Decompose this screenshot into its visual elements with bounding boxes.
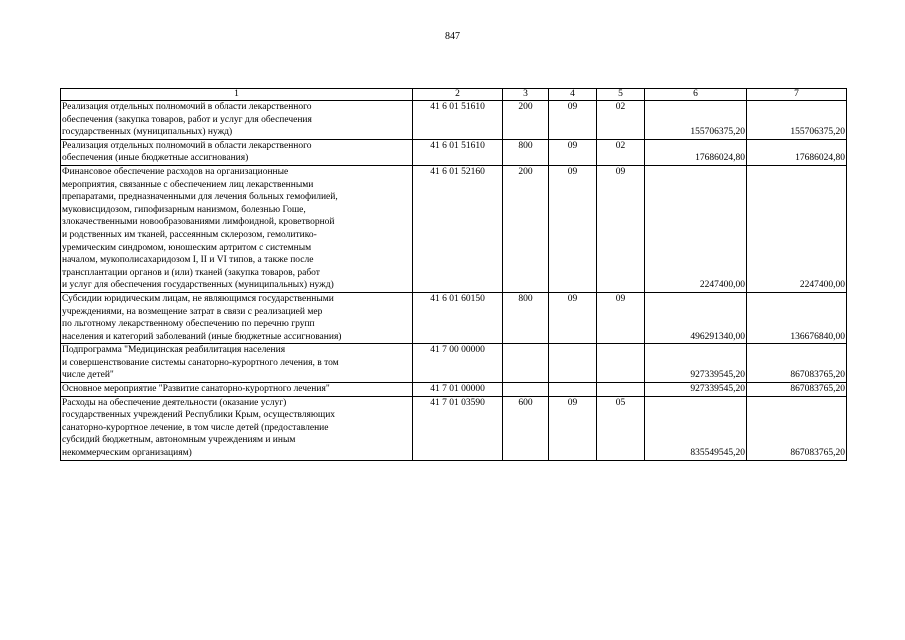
classification-code: 41 6 01 60150 [413,292,503,343]
amount-year-2: 155706375,20 [747,101,847,140]
section-code [549,383,597,397]
amount-year-2: 867083765,20 [747,396,847,460]
classification-code: 41 7 01 00000 [413,383,503,397]
expense-type [503,344,549,383]
description-line: мероприятия, связанные с обеспечением лиц лекарственными [62,179,314,190]
section-code [549,344,597,383]
classification-code: 41 6 01 51610 [413,101,503,140]
subsection-code: 02 [597,139,645,165]
amount-year-1: 496291340,00 [645,292,747,343]
table-row [61,101,847,140]
section-code: 09 [549,292,597,343]
expense-type: 600 [503,396,549,460]
description-line: санаторно-курортное лечение, в том числе детей (предоставление [62,422,329,433]
description-line: и совершенствование системы санаторно-курортного лечения, в том [62,357,339,368]
table-row [61,344,847,383]
expense-type: 200 [503,101,549,140]
amount-year-1: 927339545,20 [645,344,747,383]
row-description [61,101,413,140]
amount-year-1: 155706375,20 [645,101,747,140]
expense-type [503,383,549,397]
classification-code: 41 6 01 52160 [413,165,503,292]
table-body [61,89,847,461]
description-line: числе детей" [62,370,114,381]
description-line: субсидий бюджетным, автономным учреждениям и иным [62,435,296,446]
section-code: 09 [549,165,597,292]
description-line: и услуг для обеспечения государственных (муниципальных) нужд) [62,280,334,291]
row-description [61,396,413,460]
subsection-code [597,344,645,383]
description-line: государственных учреждений Республики Крым, осуществляющих [62,410,336,421]
section-code: 09 [549,101,597,140]
amount-year-2: 867083765,20 [747,383,847,397]
description-line: некоммерческим организациям) [62,448,192,459]
header-cell: 5 [597,89,645,101]
description-line: обеспечения (закупка товаров, работ и услуг для обеспечения [62,114,312,125]
subsection-code: 09 [597,165,645,292]
section-code: 09 [549,396,597,460]
subsection-code: 09 [597,292,645,343]
header-cell: 1 [61,89,413,101]
header-cell: 4 [549,89,597,101]
subsection-code: 05 [597,396,645,460]
description-line: препаратами, предназначенными для лечения больных гемофилией, [62,192,338,203]
classification-code: 41 6 01 51610 [413,139,503,165]
classification-code: 41 7 00 00000 [413,344,503,383]
description-line: Финансовое обеспечение расходов на организационные [62,166,289,177]
description-line: Реализация отдельных полномочий в области лекарственного [62,102,312,112]
table-row [61,165,847,292]
amount-year-1: 2247400,00 [645,165,747,292]
amount-year-1: 17686024,80 [645,139,747,165]
budget-table [60,88,847,461]
classification-code: 41 7 01 03590 [413,396,503,460]
description-line: Субсидии юридическим лицам, не являющимся государственными [62,293,334,304]
description-line: Основное мероприятие "Развитие санаторно-курортного лечения" [62,384,330,395]
header-cell: 7 [747,89,847,101]
amount-year-1: 835549545,20 [645,396,747,460]
description-line: началом, мукополисахаридозом I, II и VI типов, а также после [62,255,314,266]
row-description [61,292,413,343]
row-description [61,139,413,165]
description-line: населения и категорий заболеваний (иные бюджетные ассигнования) [62,331,342,342]
page-number: 847 [445,31,460,42]
description-line: злокачественными новообразованиями лимфоидной, кроветворной [62,217,335,228]
amount-year-2: 2247400,00 [747,165,847,292]
table-row [61,396,847,460]
amount-year-1: 927339545,20 [645,383,747,397]
header-cell: 2 [413,89,503,101]
description-line: обеспечения (иные бюджетные ассигнования) [62,153,249,164]
table-row [61,139,847,165]
description-line: учреждениями, на возмещение затрат в связи с реализацией мер [62,306,323,317]
header-cell: 3 [503,89,549,101]
table-row [61,383,847,397]
expense-type: 800 [503,292,549,343]
description-line: Подпрограмма "Медицинская реабилитация населения [62,345,286,356]
description-line: муковисцидозом, гипофизарным нанизмом, болезнью Гоше, [62,204,306,215]
table-row [61,292,847,343]
expense-type: 800 [503,139,549,165]
description-line: по льготному лекарственному обеспечению по перечню групп [62,319,315,330]
amount-year-2: 867083765,20 [747,344,847,383]
description-line: трансплантации органов и (или) тканей (закупка товаров, работ [62,267,320,278]
row-description [61,344,413,383]
description-line: и родственных им тканей, рассеянным склерозом, гемолитико- [62,229,317,240]
subsection-code [597,383,645,397]
description-line: Расходы на обеспечение деятельности (оказание услуг) [62,397,287,408]
expense-type: 200 [503,165,549,292]
amount-year-2: 136676840,00 [747,292,847,343]
table-header-row [61,89,847,101]
row-description [61,165,413,292]
description-line: Реализация отдельных полномочий в области лекарственного [62,140,312,151]
subsection-code: 02 [597,101,645,140]
description-line: уремическим синдромом, юношеским артритом с системным [62,242,312,253]
section-code: 09 [549,139,597,165]
amount-year-2: 17686024,80 [747,139,847,165]
row-description [61,383,413,397]
description-line: государственных (муниципальных) нужд) [62,127,233,138]
header-cell: 6 [645,89,747,101]
